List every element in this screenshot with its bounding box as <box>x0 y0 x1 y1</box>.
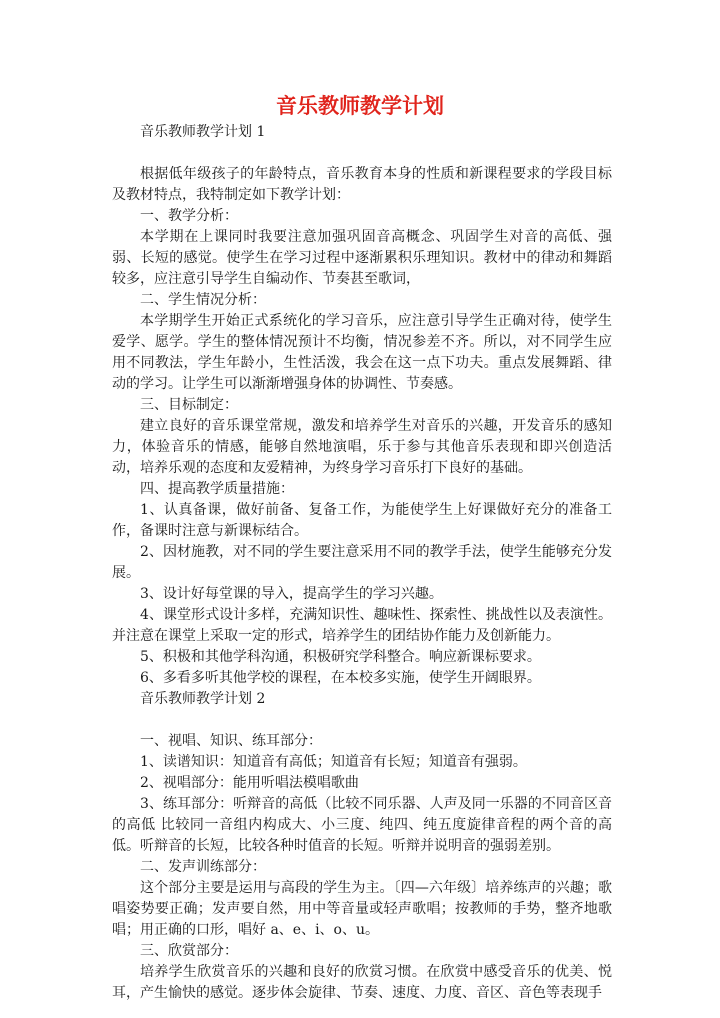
paragraph: 本学期在上课同时我要注意加强巩固音高概念、巩固学生对音的高低、强弱、长短的感觉。使学生在学习过程中逐渐累积乐理知识。教材中的律动和舞蹈较多，应注意引导学生自编动作、节奏甚至歌词， <box>112 229 612 287</box>
spacer <box>112 710 612 731</box>
section-heading: 三、欣赏部分： <box>140 943 238 959</box>
list-item: 3、练耳部分：听辩音的高低（比较不同乐器、人声及同一乐器的不同音区音的高低 比较同一音组内构成大、小三度、纯四、纯五度旋律音程的两个音的高低。听辩音的长短，比较各种时值音的长短。听辩并说明音的强弱差别。 <box>112 796 612 854</box>
list-item: 1、读谱知识：知道音有高低；知道音有长短；知道音有强弱。 <box>140 754 527 770</box>
section-heading: 四、提高教学质量措施： <box>140 481 294 497</box>
list-item: 4、课堂形式设计多样，充满知识性、趣味性、探索性、挑战性以及表演性。并注意在课堂上采取一定的形式，培养学生的团结协作能力及创新能力。 <box>112 607 612 644</box>
section-heading: 二、发声训练部分： <box>140 859 266 875</box>
list-item: 5、积极和其他学科沟通，积极研究学科整合。响应新课标要求。 <box>140 649 541 665</box>
section-heading: 三、目标制定： <box>140 397 238 413</box>
plan1-intro: 根据低年级孩子的年龄特点，音乐教育本身的性质和新课程要求的学段目标及教材特点，我特制定如下教学计划： <box>112 166 612 203</box>
paragraph: 培养学生欣赏音乐的兴趣和良好的欣赏习惯。在欣赏中感受音乐的优美、悦耳，产生愉快的感觉。逐步体会旋律、节奏、速度、力度、音区、音色等表现手 <box>112 964 612 1001</box>
list-item: 2、视唱部分：能用听唱法模唱歌曲 <box>140 775 359 791</box>
paragraph: 建立良好的音乐课堂常规，激发和培养学生对音乐的兴趣，开发音乐的感知力，体验音乐的情感，能够自然地演唱，乐于参与其他音乐表现和即兴创造活动，培养乐观的态度和友爱精神，为终身学习音乐打下良好的基础。 <box>112 418 612 476</box>
section-heading: 二、学生情况分析： <box>140 292 266 308</box>
page-title: 音乐教师教学计划 <box>276 94 444 118</box>
paragraph: 这个部分主要是运用与高段的学生为主。〔四—六年级〕培养练声的兴趣；歌唱姿势要正确；发声要自然，用中等音量或轻声歌唱；按教师的手势，整齐地歌唱；用正确的口形，唱好 a、e、i、o、u。 <box>112 880 612 938</box>
section-heading: 一、视唱、知识、练耳部分： <box>140 733 322 749</box>
paragraph: 本学期学生开始正式系统化的学习音乐，应注意引导学生正确对待，使学生爱学、愿学。学生的整体情况预计不均衡，情况参差不齐。所以，对不同学生应用不同教法，学生年龄小，生性活泼，我会在这一点下功夫。重点发展舞蹈、律动的学习。让学生可以渐渐增强身体的协调性、节奏感。 <box>112 313 612 392</box>
list-item: 1、认真备课，做好前备、复备工作，为能使学生上好课做好充分的准备工作，备课时注意与新课标结合。 <box>112 502 612 539</box>
document-body <box>112 122 612 1004</box>
plan2-heading: 音乐教师教学计划 2 <box>140 691 266 707</box>
section-heading: 一、教学分析： <box>140 208 238 224</box>
spacer <box>112 143 612 164</box>
list-item: 2、因材施教，对不同的学生要注意采用不同的教学手法，使学生能够充分发展。 <box>112 544 612 581</box>
list-item: 6、多看多听其他学校的课程，在本校多实施，使学生开阔眼界。 <box>140 670 541 686</box>
list-item: 3、设计好每堂课的导入，提高学生的学习兴趣。 <box>140 586 443 602</box>
plan1-heading: 音乐教师教学计划 1 <box>140 124 266 140</box>
